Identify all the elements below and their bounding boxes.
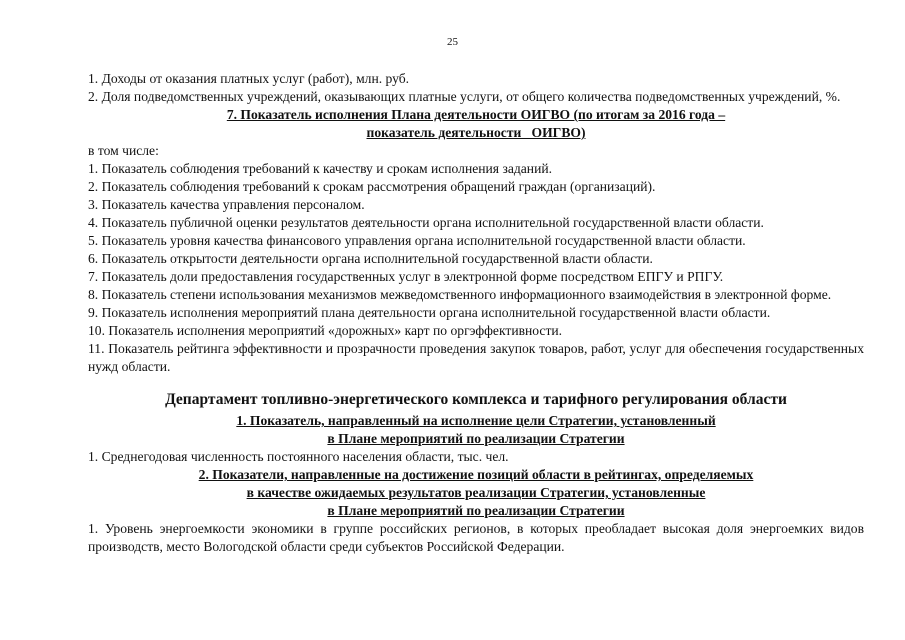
page-number: 25 — [447, 36, 458, 48]
section7-heading-line2: показатель деятельности ОИГВО) — [366, 125, 586, 140]
dept-sub1-heading-line1: 1. Показатель, направленный на исполнение цели Стратегии, установленный — [236, 413, 716, 428]
section7-heading-line1: 7. Показатель исполнения Плана деятельности ОИГВО (по итогам за 2016 года – — [226, 107, 726, 122]
dept-sub1-item: 1. Среднегодовая численность постоянного населения области, тыс. чел. — [88, 449, 509, 464]
dept-sub2-heading-line3: в Плане мероприятий по реализации Стратегии — [327, 503, 625, 518]
dept-sub2-item: 1. Уровень энергоемкости экономики в группе российских регионов, в которых преобладает высокая доля энергоемких видов производств, место Вологодской области среди субъектов Российской Федерации. — [88, 521, 864, 554]
dept-sub2-heading-line1: 2. Показатели, направленные на достижение позиций области в рейтингах, определяемых — [198, 467, 754, 482]
list-item: 11. Показатель рейтинга эффективности и прозрачности проведения закупок товаров, работ, услуг для обеспечения государственных нужд области. — [88, 341, 864, 374]
intro-item-2: 2. Доля подведомственных учреждений, оказывающих платные услуги, от общего количества подведомственных учреждений, %. — [88, 89, 841, 104]
department-title: Департамент топливно-энергетического комплекса и тарифного регулирования области — [165, 391, 787, 408]
intro-item-1: 1. Доходы от оказания платных услуг (работ), млн. руб. — [88, 71, 410, 86]
list-item: 8. Показатель степени использования механизмов межведомственного информационного взаимодействия в электронной форме. — [88, 287, 832, 302]
list-item: 9. Показатель исполнения мероприятий плана деятельности органа исполнительной государственной власти области. — [88, 305, 771, 320]
list-item: 1. Показатель соблюдения требований к качеству и срокам исполнения заданий. — [88, 161, 553, 176]
list-item: 2. Показатель соблюдения требований к срокам рассмотрения обращений граждан (организаций). — [88, 179, 656, 194]
section7-including: в том числе: — [88, 143, 159, 158]
dept-sub2-heading-line2: в качестве ожидаемых результатов реализации Стратегии, установленные — [246, 485, 706, 500]
list-item: 3. Показатель качества управления персоналом. — [88, 197, 365, 212]
list-item: 6. Показатель открытости деятельности органа исполнительной государственной власти области. — [88, 251, 653, 266]
list-item: 5. Показатель уровня качества финансового управления органа исполнительной государственной власти области. — [88, 233, 746, 248]
list-item: 10. Показатель исполнения мероприятий «дорожных» карт по оргэффективности. — [88, 323, 563, 338]
list-item: 4. Показатель публичной оценки результатов деятельности органа исполнительной государственной власти области. — [88, 215, 764, 230]
dept-sub1-heading-line2: в Плане мероприятий по реализации Стратегии — [327, 431, 625, 446]
page-content — [88, 70, 864, 556]
list-item: 7. Показатель доли предоставления государственных услуг в электронной форме посредством ЕПГУ и РПГУ. — [88, 269, 724, 284]
